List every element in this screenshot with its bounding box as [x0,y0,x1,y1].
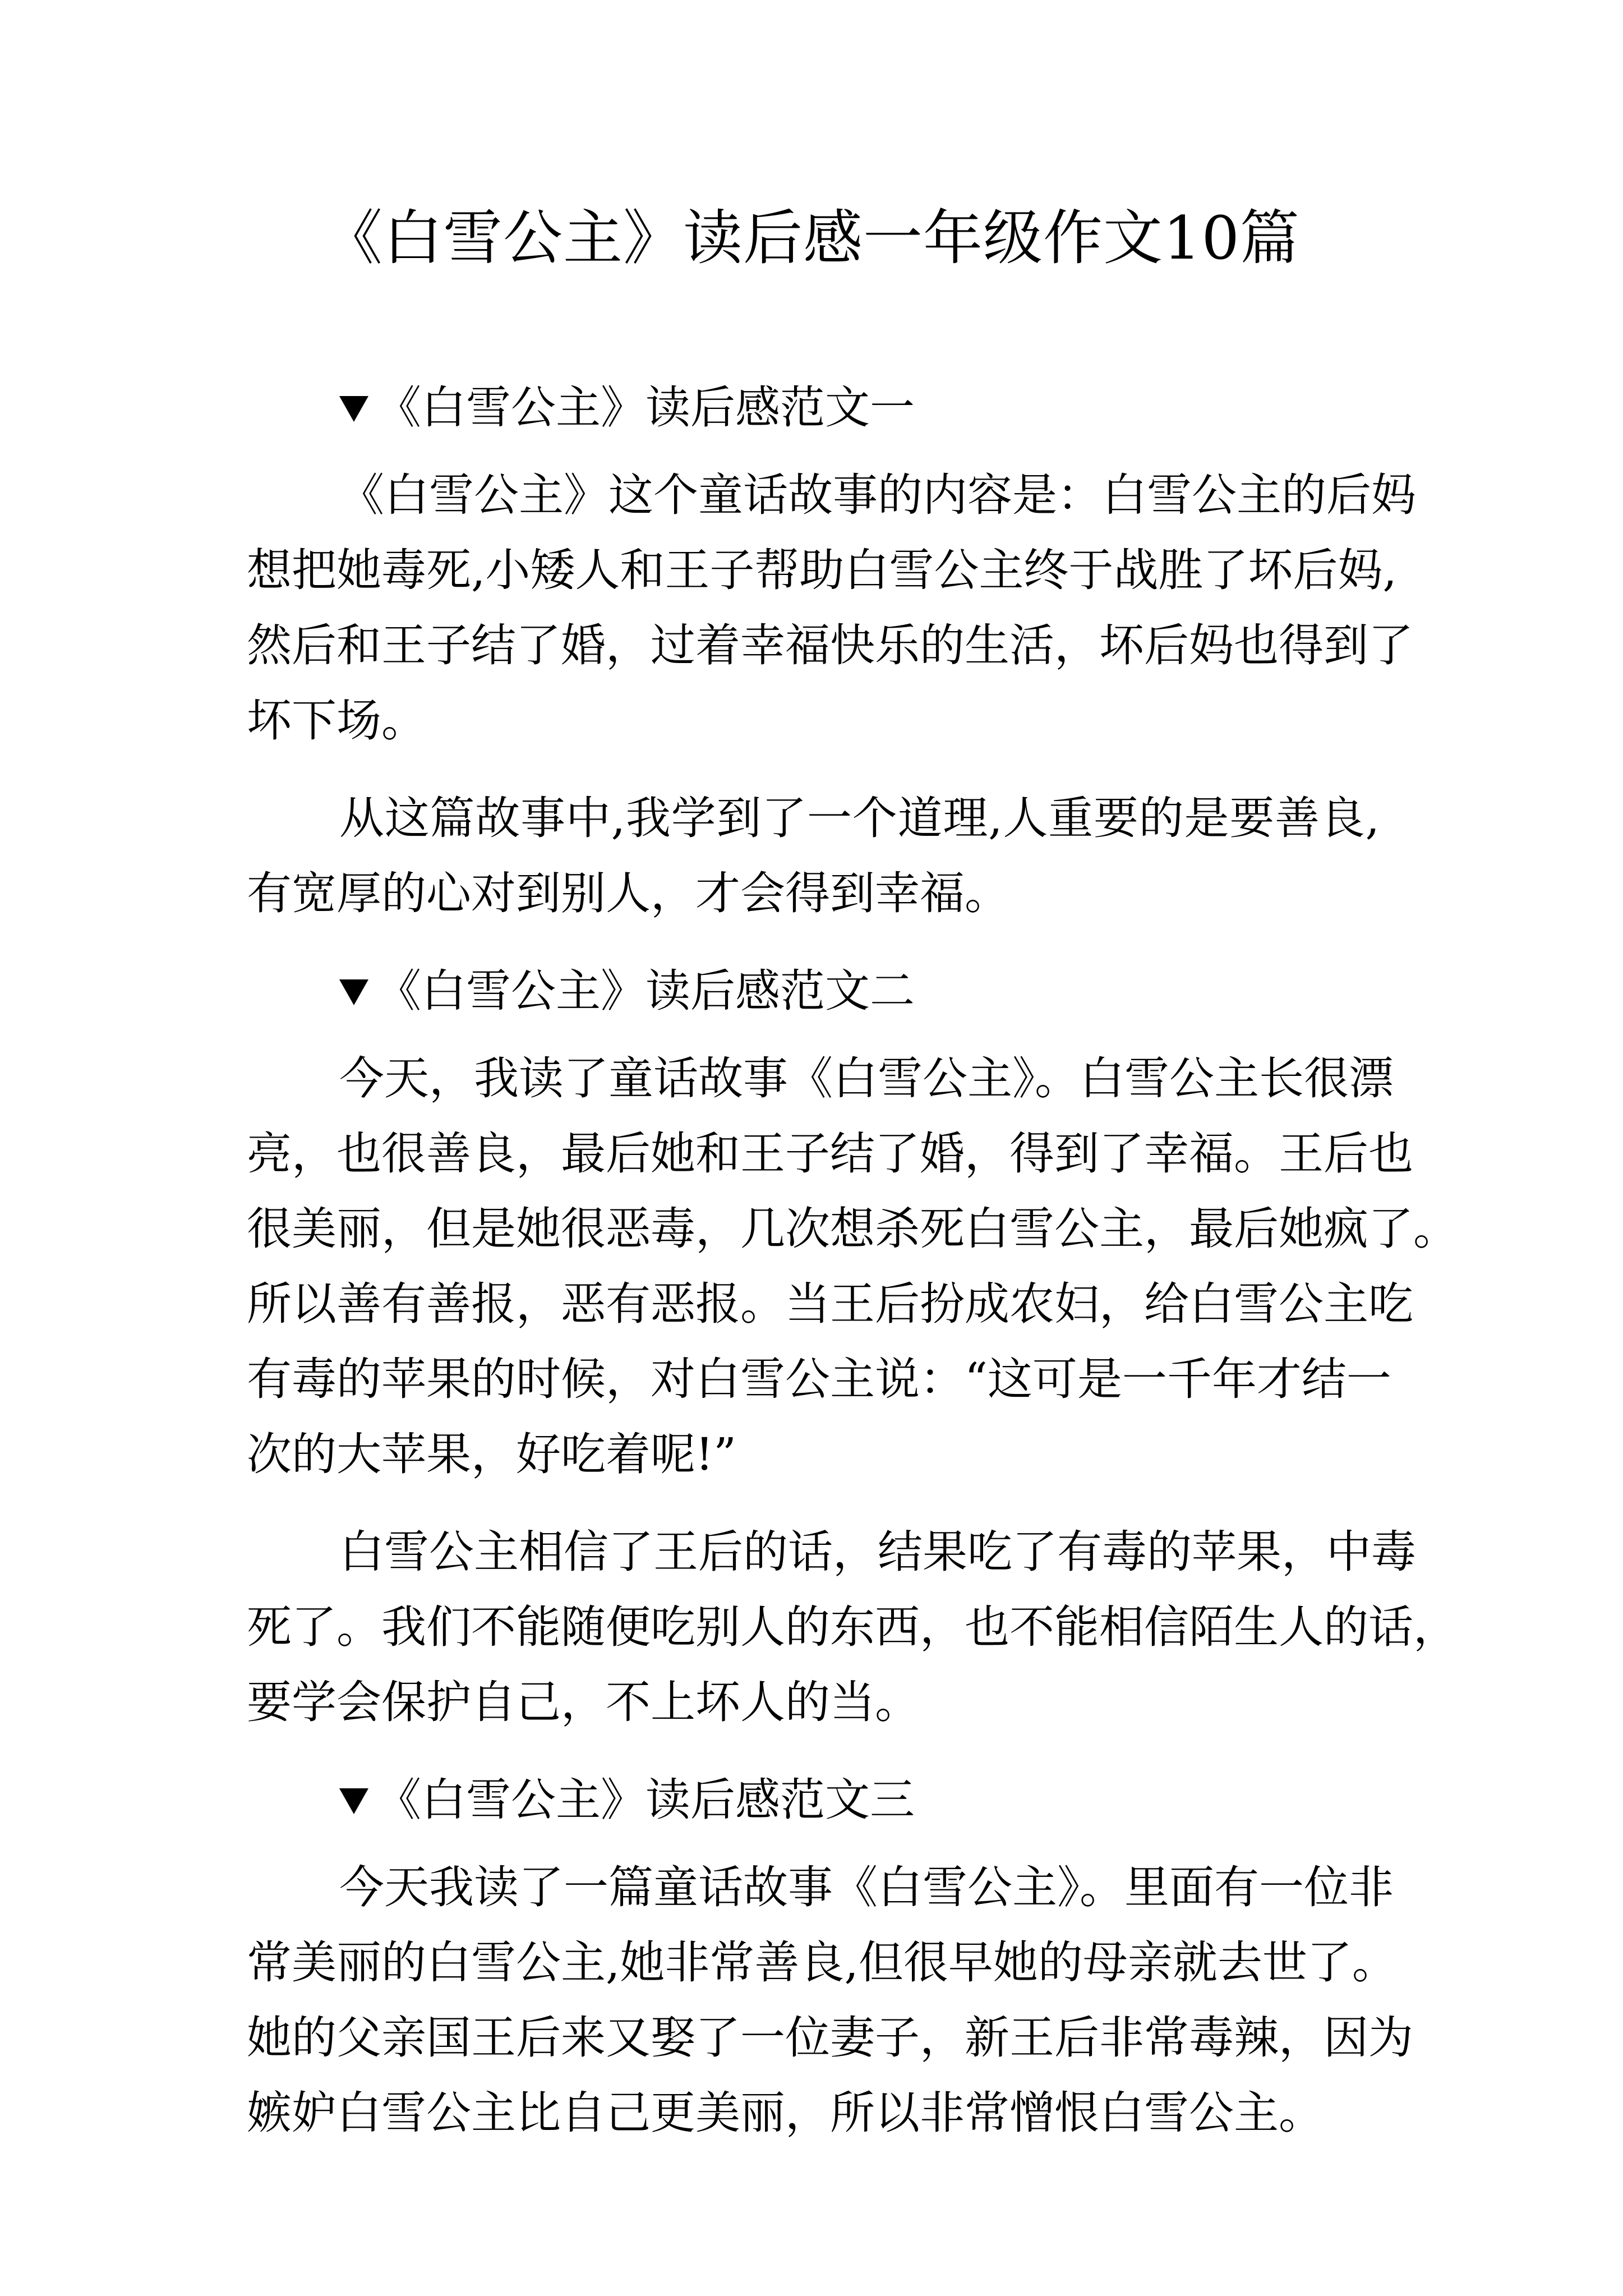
paragraph-line: 亮，也很善良，最后她和王子结了婚，得到了幸福。王后也 [247,1128,1413,1180]
paragraph-line: 次的大苹果，好吃着呢!” [247,1428,737,1480]
paragraph-line: 从这篇故事中,我学到了一个道理,人重要的是要善良, [339,792,1380,844]
paragraph-line: 她的父亲国王后来又娶了一位妻子，新王后非常毒辣，因为 [247,2012,1413,2064]
paragraph-line: 有宽厚的心对到别人，才会得到幸福。 [247,867,1009,919]
paragraph-line: 嫉妒白雪公主比自己更美丽，所以非常憎恨白雪公主。 [247,2087,1324,2139]
section-heading-text: 《白雪公主》读后感范文二 [376,965,915,1017]
triangle-down-icon [339,979,368,1005]
document-body [247,370,1458,2151]
paragraph-line: 要学会保护自己，不上坏人的当。 [247,1676,920,1728]
paragraph [247,458,1416,758]
paragraph-line: 今天我读了一篇童话故事《白雪公主》。里面有一位非 [339,1861,1394,1913]
section-heading [247,370,1380,445]
paragraph [247,781,1380,931]
triangle-down-icon [339,1788,368,1814]
section-heading [247,954,1380,1029]
paragraph-line: 死了。我们不能随便吃别人的东西，也不能相信陌生人的话， [247,1601,1458,1653]
section-heading [247,1763,1380,1838]
paragraph [247,1850,1413,2151]
paragraph [247,1515,1458,1740]
paragraph-line: 很美丽，但是她很恶毒，几次想杀死白雪公主，最后她疯了。 [247,1203,1458,1255]
paragraph-line: 白雪公主相信了王后的话，结果吃了有毒的苹果，中毒 [339,1526,1416,1578]
paragraph-line: 坏下场。 [247,694,426,747]
paragraph-line: 常美丽的白雪公主,她非常善良,但很早她的母亲就去世了。 [247,1936,1397,1989]
section-heading-text: 《白雪公主》读后感范文一 [376,381,915,434]
document-title: 《白雪公主》读后感一年级作文10篇 [323,204,1300,273]
section-heading-text: 《白雪公主》读后感范文三 [376,1774,915,1826]
paragraph [247,1041,1458,1492]
paragraph-line: 所以善有善报，恶有恶报。当王后扮成农妇，给白雪公主吃 [247,1278,1413,1330]
paragraph-line: 然后和王子结了婚，过着幸福快乐的生活，坏后妈也得到了 [247,619,1413,671]
triangle-down-icon [339,396,368,422]
paragraph-line: 想把她毒死,小矮人和王子帮助白雪公主终于战胜了坏后妈, [247,544,1397,596]
paragraph-line: 《白雪公主》这个童话故事的内容是：白雪公主的后妈 [339,469,1416,521]
paragraph-line: 今天，我读了童话故事《白雪公主》。白雪公主长很漂 [339,1052,1394,1105]
paragraph-line: 有毒的苹果的时候，对白雪公主说：“这可是一千年才结一 [247,1353,1391,1405]
